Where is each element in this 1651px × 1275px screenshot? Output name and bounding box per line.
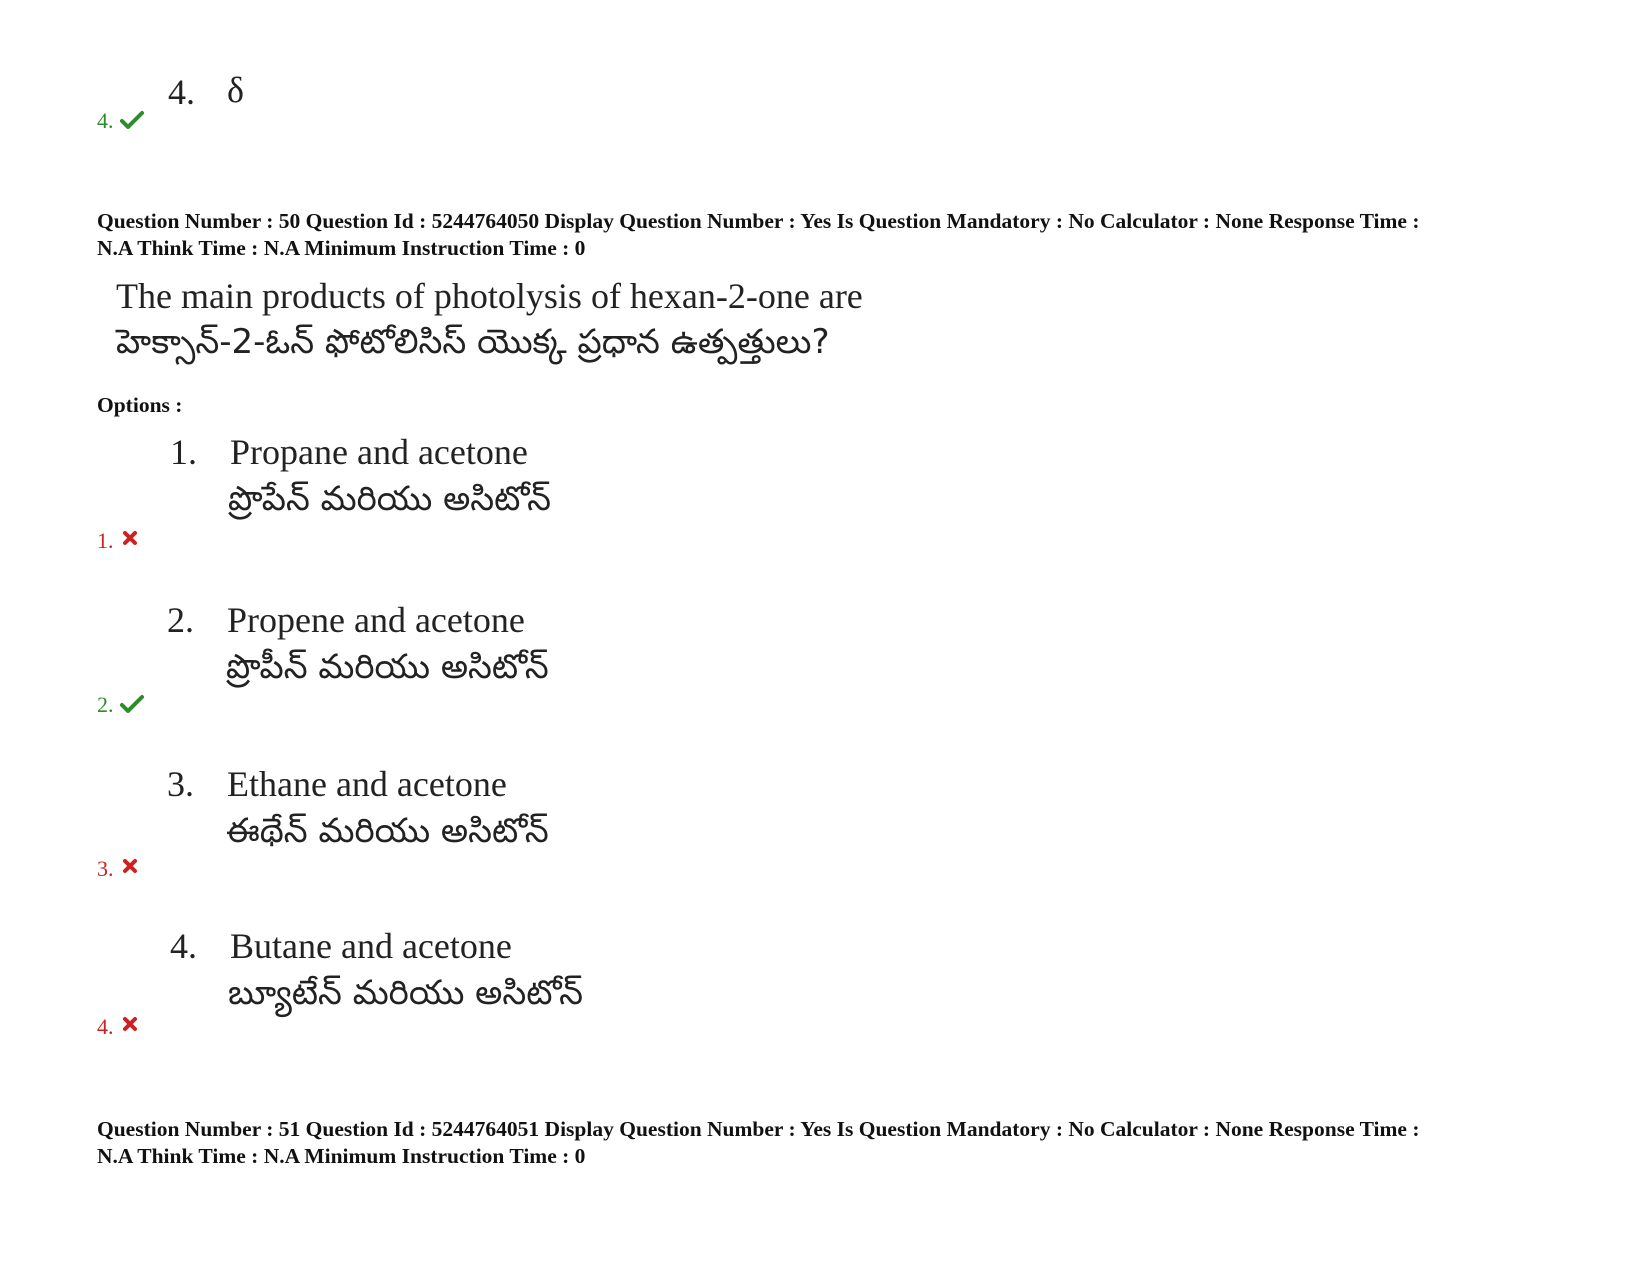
option-2-text-telugu: ప్రొపీన్ మరియు అసిటోన్ [226,647,549,687]
options-label: Options : [97,393,183,417]
option-4-marker [97,1016,144,1038]
cross-icon [120,1016,144,1036]
prev-option-number: 4. [168,72,195,112]
prev-option-marker [97,110,144,132]
option-2-marker-label: 2. [97,692,114,717]
option-4-marker-label: 4. [97,1014,114,1039]
option-2-number: 2. [167,600,194,640]
cross-icon [120,530,144,550]
option-4-text-telugu: బ్యూటేన్ మరియు అసిటోన్ [228,973,584,1013]
option-3-marker-label: 3. [97,856,114,881]
question-51-header-line2: N.A Think Time : N.A Minimum Instruction Time : 0 [97,1144,586,1168]
option-1-marker [97,530,144,552]
check-icon [120,110,144,130]
question-50-stem-telugu: హెక్సాన్-2-ఓన్ ఫోటోలిసిస్ యొక్క ప్రధాన ఉత్పత్తులు? [116,322,830,362]
prev-option-text: δ [227,70,244,110]
question-50-header-line1: Question Number : 50 Question Id : 5244764050 Display Question Number : Yes Is Question Mandatory : No Calculator : None Response Time : [97,209,1420,233]
option-3-text-telugu: ఈథేన్ మరియు అసిటోన్ [226,811,549,851]
option-1-marker-label: 1. [97,528,114,553]
option-2-marker [97,694,144,716]
prev-marker-label: 4. [97,108,114,133]
question-51-header-line1: Question Number : 51 Question Id : 5244764051 Display Question Number : Yes Is Question Mandatory : No Calculator : None Response Time : [97,1117,1420,1141]
option-4-number: 4. [170,926,197,966]
option-4-text-english: Butane and acetone [230,926,512,966]
option-1-text-telugu: ప్రొపేన్ మరియు అసిటోన్ [228,479,551,519]
cross-icon [120,858,144,878]
check-icon [120,694,144,714]
option-1-text-english: Propane and acetone [230,432,528,472]
option-3-marker [97,858,144,880]
question-50-stem-english: The main products of photolysis of hexan-2-one are [116,276,863,316]
option-1-number: 1. [170,432,197,472]
option-3-text-english: Ethane and acetone [227,764,507,804]
option-3-number: 3. [167,764,194,804]
option-2-text-english: Propene and acetone [227,600,525,640]
question-50-header-line2: N.A Think Time : N.A Minimum Instruction Time : 0 [97,236,586,260]
